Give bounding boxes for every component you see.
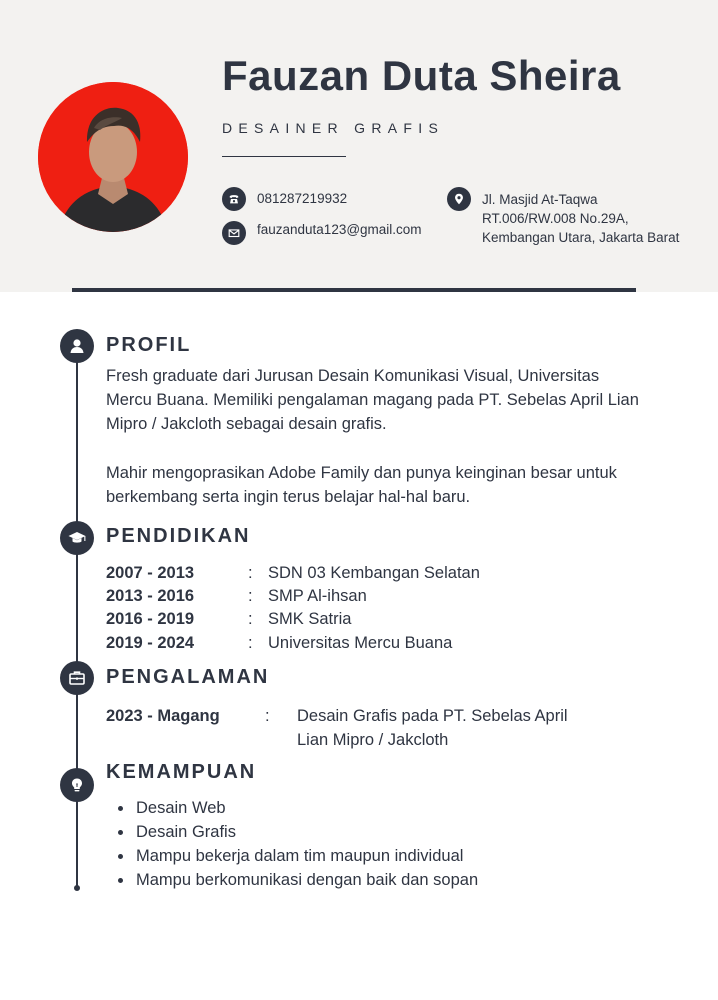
education-colon: : — [248, 587, 253, 605]
profile-line: berkembang serta ingin terus belajar hal-hal baru. — [106, 488, 471, 506]
name-divider — [222, 156, 346, 157]
address-line: Kembangan Utara, Jakarta Barat — [482, 230, 680, 245]
graduation-cap-icon — [60, 521, 94, 555]
timeline-end-dot — [74, 885, 80, 891]
education-school: SDN 03 Kembangan Selatan — [268, 564, 480, 582]
education-years: 2007 - 2013 — [106, 564, 195, 582]
experience-section-title: PENGALAMAN — [106, 666, 270, 688]
profile-paragraph-2 — [106, 461, 617, 509]
experience-period: 2023 - Magang — [106, 707, 220, 725]
envelope-icon — [222, 221, 246, 245]
profile-section-title: PROFIL — [106, 334, 192, 356]
education-school: SMP Al-ihsan — [268, 587, 367, 605]
profile-line: Mahir mengoprasikan Adobe Family dan punya keinginan besar untuk — [106, 464, 617, 482]
skills-list — [114, 796, 478, 892]
address-line: RT.006/RW.008 No.29A, — [482, 211, 629, 226]
experience-line: Lian Mipro / Jakcloth — [297, 731, 449, 749]
skill-item: Desain Grafis — [114, 820, 478, 844]
home-address — [482, 190, 679, 247]
resume-header — [0, 0, 718, 292]
education-years: 2013 - 2016 — [106, 587, 195, 605]
profile-line: Fresh graduate dari Jurusan Desain Komunikasi Visual, Universitas — [106, 367, 600, 385]
user-icon — [60, 329, 94, 363]
profile-paragraph-1 — [106, 364, 639, 436]
education-colon: : — [248, 634, 253, 652]
skills-section-title: KEMAMPUAN — [106, 761, 257, 783]
experience-description — [297, 704, 568, 752]
education-school: Universitas Mercu Buana — [268, 634, 453, 652]
timeline-line — [76, 345, 78, 888]
skill-item: Mampu berkomunikasi dengan baik dan sopan — [114, 868, 478, 892]
experience-line: Desain Grafis pada PT. Sebelas April — [297, 707, 568, 725]
map-pin-icon — [447, 187, 471, 211]
email-address[interactable]: fauzanduta123@gmail.com — [257, 222, 422, 237]
address-line: Jl. Masjid At-Taqwa — [482, 192, 598, 207]
experience-colon: : — [265, 707, 270, 725]
candidate-name: Fauzan Duta Sheira — [222, 52, 621, 99]
profile-line: Mercu Buana. Memiliki pengalaman magang pada PT. Sebelas April Lian — [106, 391, 639, 409]
profile-photo-illustration — [38, 82, 188, 232]
phone-number[interactable]: 081287219932 — [257, 191, 348, 206]
header-divider — [72, 288, 636, 292]
skill-item: Mampu bekerja dalam tim maupun individual — [114, 844, 478, 868]
education-school: SMK Satria — [268, 610, 352, 628]
profile-photo — [38, 82, 188, 232]
briefcase-icon — [60, 661, 94, 695]
skill-item: Desain Web — [114, 796, 478, 820]
education-colon: : — [248, 564, 253, 582]
education-colon: : — [248, 610, 253, 628]
education-years: 2016 - 2019 — [106, 610, 195, 628]
education-section-title: PENDIDIKAN — [106, 525, 251, 547]
candidate-role: DESAINER GRAFIS — [222, 120, 445, 136]
lightbulb-icon — [60, 768, 94, 802]
education-years: 2019 - 2024 — [106, 634, 195, 652]
phone-icon — [222, 187, 246, 211]
profile-line: Mipro / Jakcloth sebagai desain grafis. — [106, 415, 387, 433]
